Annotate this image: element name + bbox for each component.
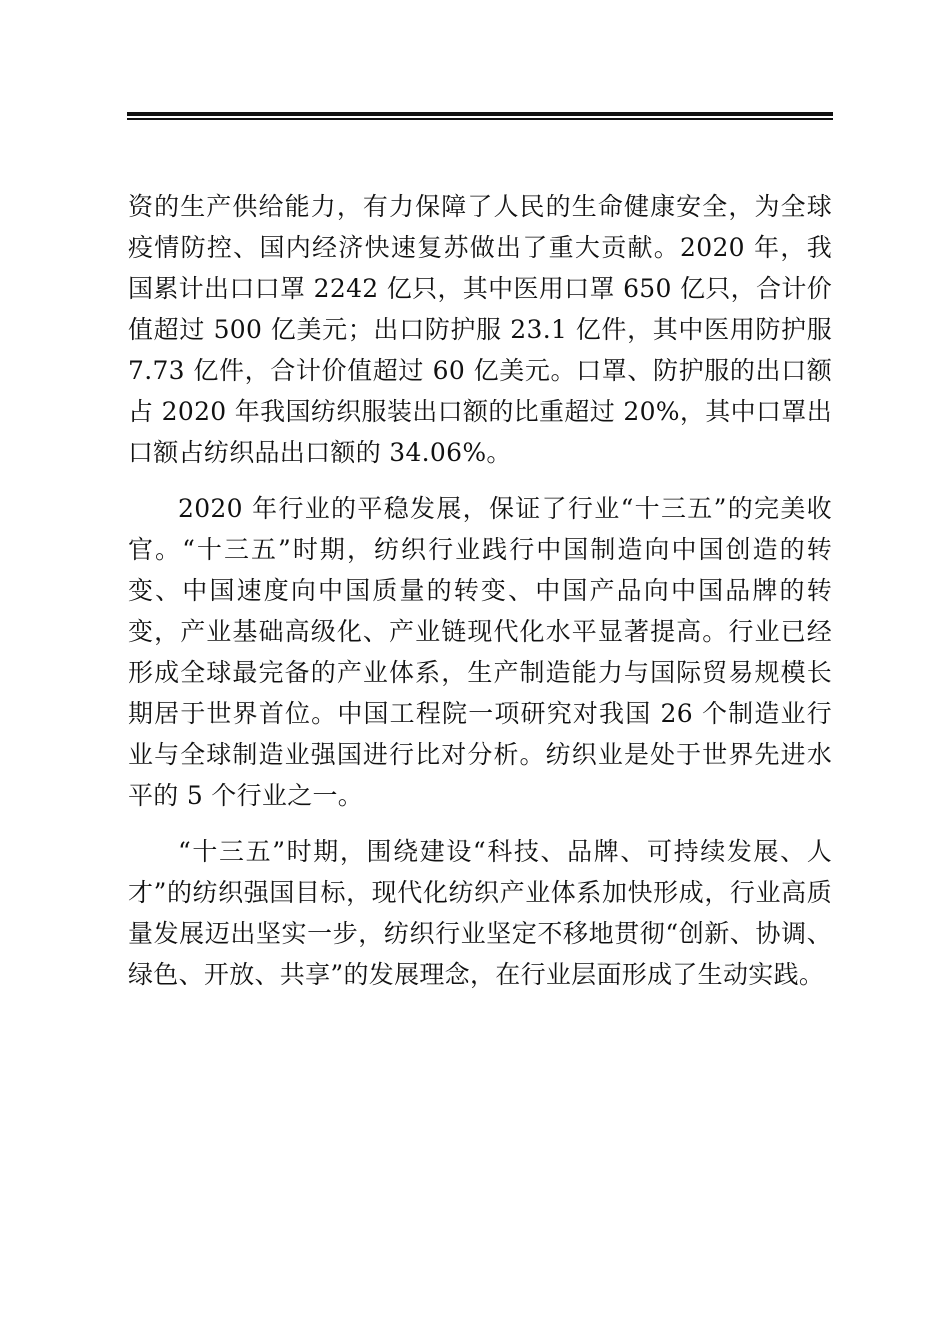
paragraph-thirteenth-five-year: “十三五”时期，围绕建设“科技、品牌、可持续发展、人才”的纺织强国目标，现代化纺织产业体系加快形成，行业高质量发展迈出坚实一步，纺织行业坚定不移地贯彻“创新、协调、绿色、开放、共享”的发展理念，在行业层面形成了生动实践。 <box>128 837 832 989</box>
header-double-rule <box>127 112 833 120</box>
header-rule-thin <box>127 118 833 120</box>
document-body <box>128 186 832 1010</box>
paragraph-continued: 资的生产供给能力，有力保障了人民的生命健康安全，为全球疫情防控、国内经济快速复苏做出了重大贡献。2020 年，我国累计出口口罩 2242 亿只，其中医用口罩 650 亿只，合计价值超过 500 亿美元；出口防护服 23.1 亿件，其中医用防护服 7.73 亿件，合计价值超过 60 亿美元。口罩、防护服的出口额占 2020 年我国纺织服装出口额的比重超过 20%，其中口罩出口额占纺织品出口额的 34.06%。 <box>128 192 832 467</box>
paragraph-industry-development: 2020 年行业的平稳发展，保证了行业“十三五”的完美收官。“十三五”时期，纺织行业践行中国制造向中国创造的转变、中国速度向中国质量的转变、中国产品向中国品牌的转变，产业基础高级化、产业链现代化水平显著提高。行业已经形成全球最完备的产业体系，生产制造能力与国际贸易规模长期居于世界首位。中国工程院一项研究对我国 26 个制造业行业与全球制造业强国进行比对分析。纺织业是处于世界先进水平的 5 个行业之一。 <box>128 494 832 810</box>
